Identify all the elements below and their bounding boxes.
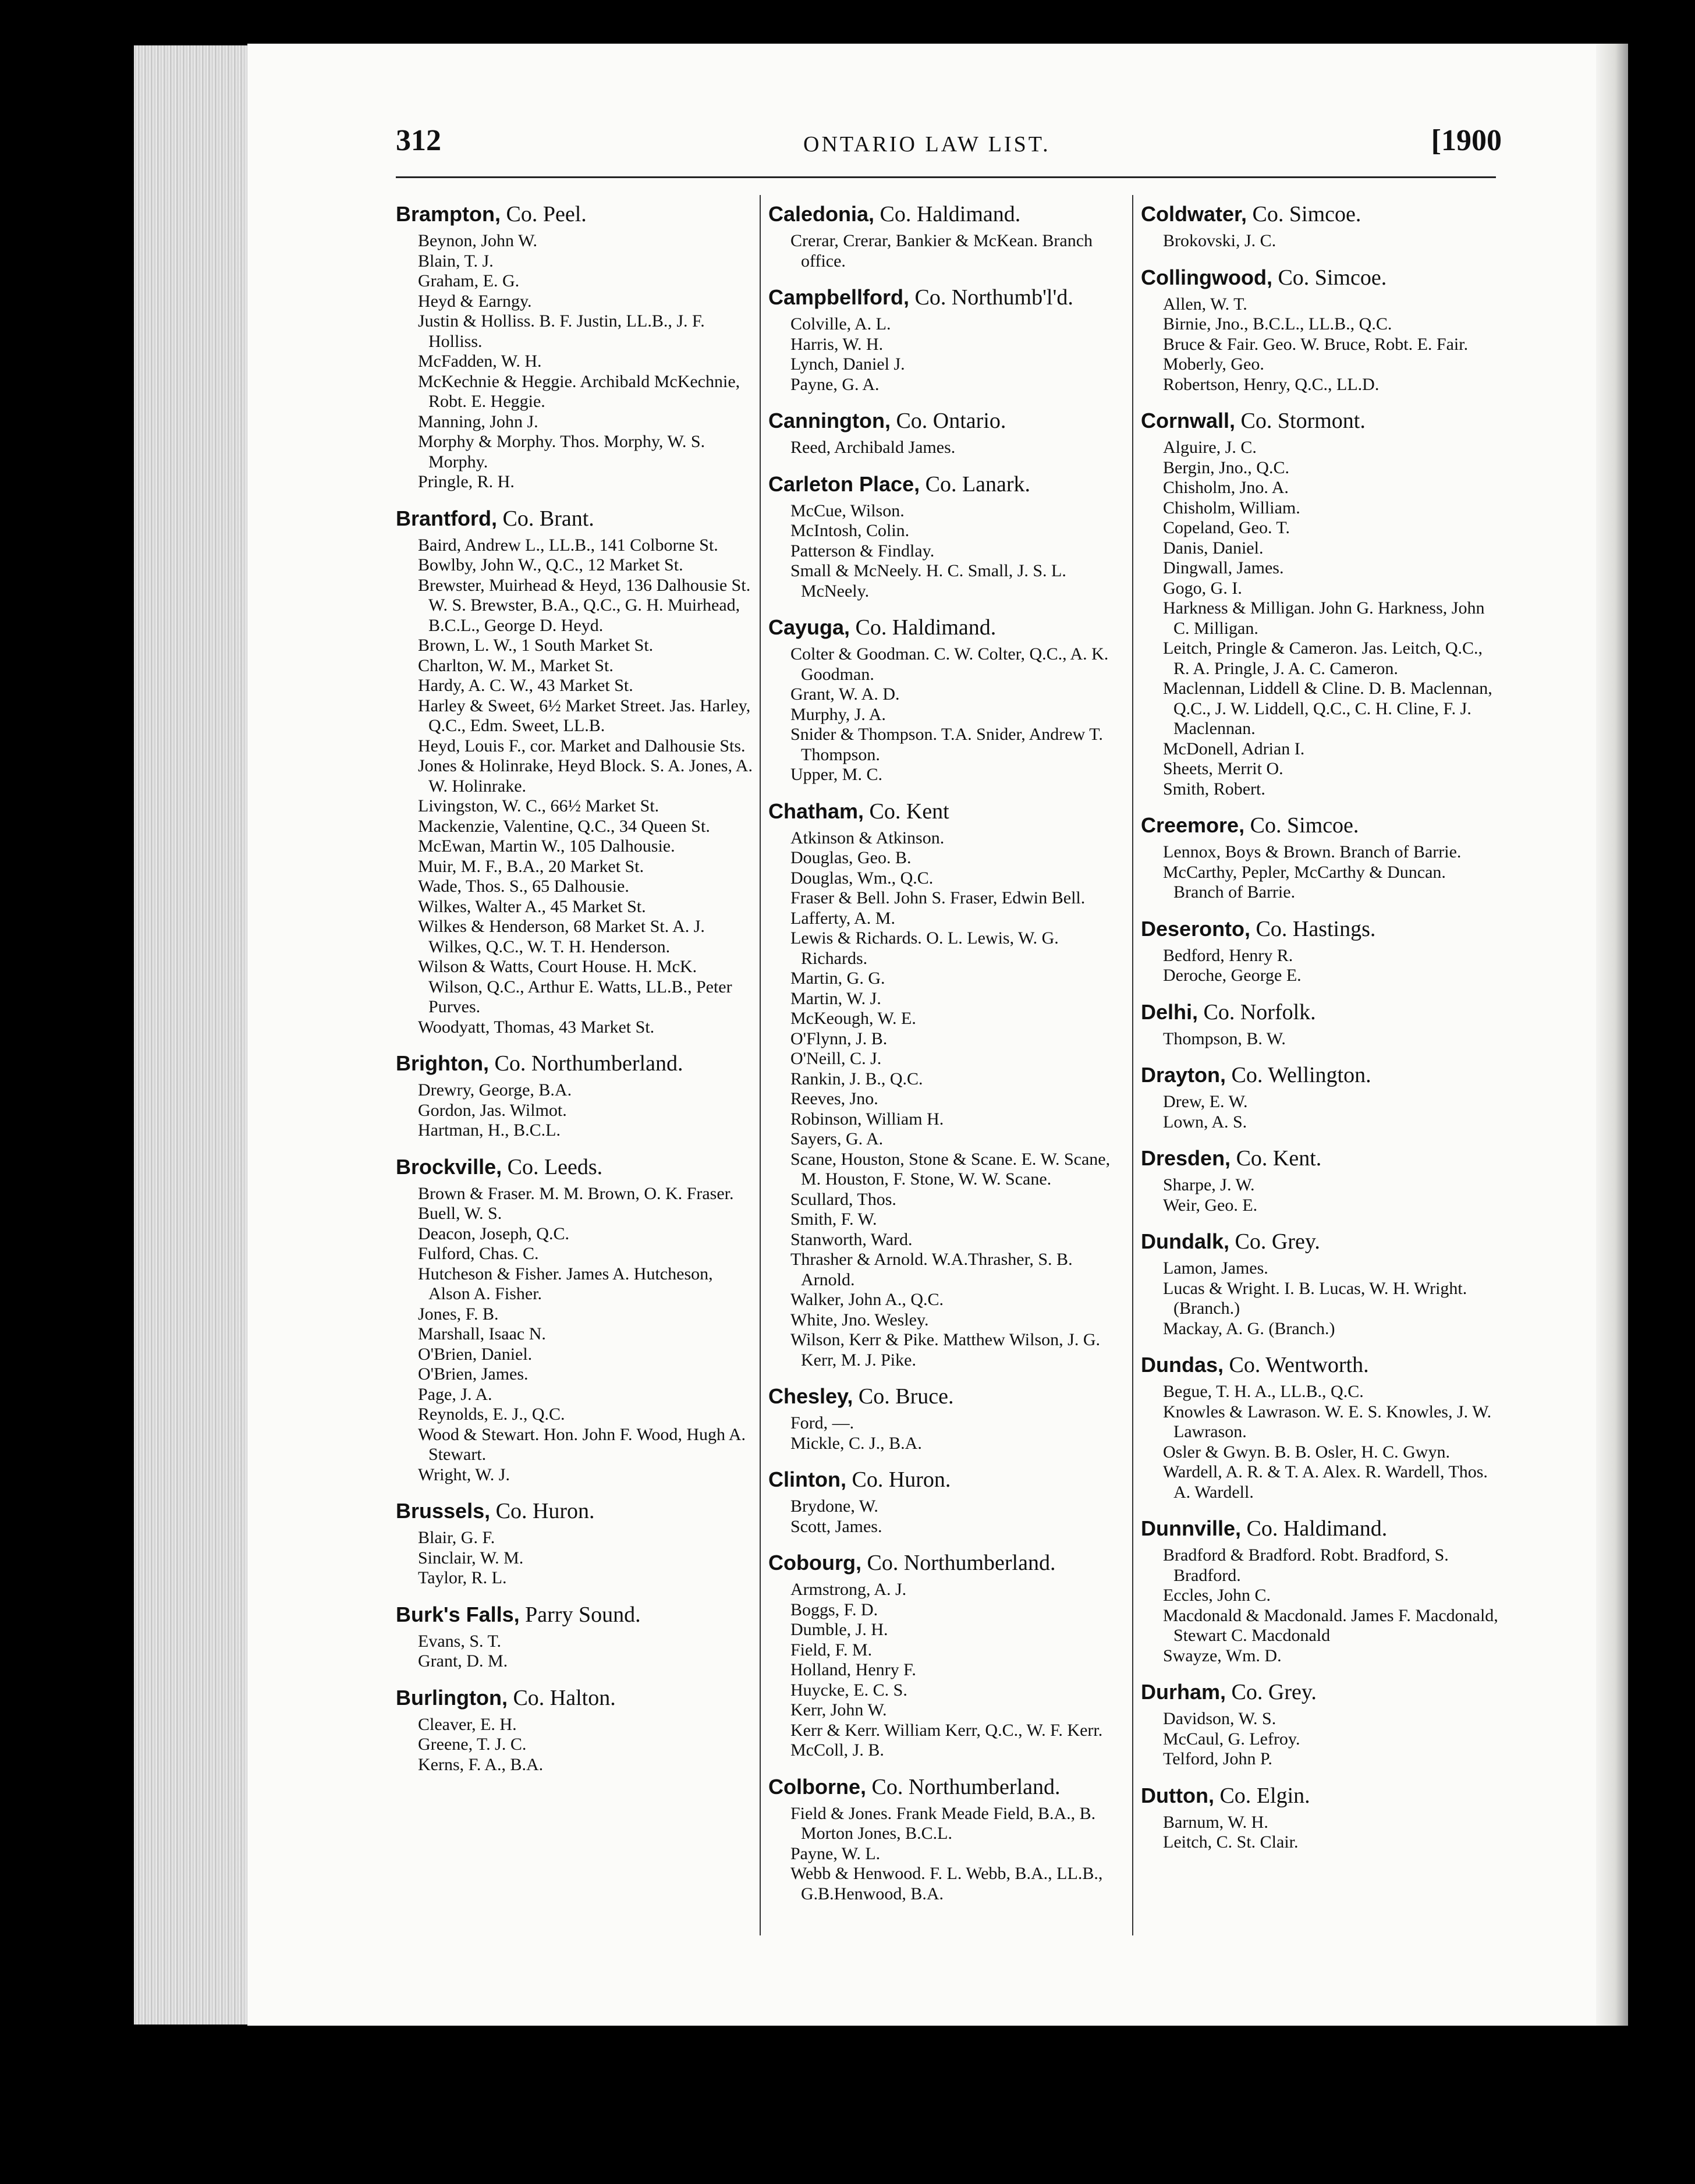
county-name: Co. Lanark. [925,471,1031,497]
lawyer-entry: Rankin, J. B., Q.C. [790,1069,923,1089]
lawyer-entry: Huycke, E. C. S. [790,1680,907,1700]
county-name: Co. Wentworth. [1229,1353,1369,1377]
lawyer-list [396,1632,754,1672]
directory-column-1 [396,201,754,1788]
town-name: Collingwood, [1141,265,1272,289]
lawyer-entry: Eccles, John C. [1163,1586,1271,1605]
lawyer-entry: Webb & Henwood. F. L. Webb, B.A., LL.B., G.B.Henwood, B.A. [790,1864,1103,1903]
header-rule [396,176,1496,178]
lawyer-entry: Evans, S. T. [418,1631,502,1651]
town-name: Cobourg, [768,1551,861,1575]
lawyer-entry: Sheets, Merrit O. [1163,759,1283,778]
town-name: Cornwall, [1141,409,1236,432]
lawyer-entry: Hutcheson & Fisher. James A. Hutcheson, Alson A. Fisher. [418,1264,713,1303]
county-name: Co. Brant. [502,506,594,531]
lawyer-entry: Manning, John J. [418,412,538,431]
lawyer-entry: Lewis & Richards. O. L. Lewis, W. G. Richards. [790,928,1059,968]
lawyer-entry: Graham, E. G. [418,271,520,290]
lawyer-entry: Bedford, Henry R. [1163,945,1293,965]
town-heading [768,284,1126,311]
lawyer-entry: Brewster, Muirhead & Heyd, 136 Dalhousie St. W. S. Brewster, B.A., Q.C., G. H. Muirhead, B.C.L., George D. Heyd. [418,575,751,635]
lawyer-entry: Moberly, Geo. [1163,354,1264,374]
lawyer-entry: Dumble, J. H. [790,1620,888,1639]
lawyer-entry: Hardy, A. C. W., 43 Market St. [418,676,633,695]
lawyer-entry: Atkinson & Atkinson. [790,828,945,848]
lawyer-entry: McIntosh, Colin. [790,521,910,540]
lawyer-entry: Charlton, W. M., Market St. [418,655,614,675]
lawyer-entry: Heyd & Earngy. [418,291,532,311]
running-title: ONTARIO LAW LIST. [803,132,1051,157]
lawyer-entry: Gogo, G. I. [1163,578,1242,598]
lawyer-entry: Wade, Thos. S., 65 Dalhousie. [418,877,629,896]
lawyer-entry: Kerr, John W. [790,1700,887,1719]
lawyer-entry: Smith, Robert. [1163,779,1265,799]
lawyer-entry: Scane, Houston, Stone & Scane. E. W. Scane, M. Houston, F. Stone, W. W. Scane. [790,1149,1111,1189]
directory-column-3 [1141,201,1499,1866]
lawyer-entry: McCue, Wilson. [790,501,905,520]
town-heading [768,201,1126,228]
lawyer-entry: Marshall, Isaac N. [418,1324,546,1343]
lawyer-entry: Brown & Fraser. M. M. Brown, O. K. Fraser. [418,1183,734,1203]
county-name: Co. Northumberland. [871,1774,1061,1799]
lawyer-entry: Alguire, J. C. [1163,438,1257,457]
lawyer-entry: Allen, W. T. [1163,294,1247,314]
county-name: Co. Grey. [1231,1680,1317,1704]
town-heading [396,1498,754,1524]
lawyer-entry: Lynch, Daniel J. [790,354,905,374]
lawyer-entry: Greene, T. J. C. [418,1735,527,1754]
lawyer-list [396,1528,754,1589]
lawyer-entry: Chisholm, Jno. A. [1163,478,1289,497]
lawyer-entry: Danis, Daniel. [1163,538,1264,558]
lawyer-entry: Robertson, Henry, Q.C., LL.D. [1163,374,1380,394]
lawyer-entry: Payne, W. L. [790,1843,881,1863]
lawyer-entry: Davidson, W. S. [1163,1709,1276,1728]
lawyer-entry: Douglas, Wm., Q.C. [790,868,934,888]
lawyer-entry: Baird, Andrew L., LL.B., 141 Colborne St. [418,535,718,555]
lawyer-entry: Snider & Thompson. T.A. Snider, Andrew T. Thompson. [790,725,1103,764]
lawyer-entry: Livingston, W. C., 66½ Market St. [418,796,659,816]
lawyer-entry: McEwan, Martin W., 105 Dalhousie. [418,836,675,856]
town-name: Coldwater, [1141,202,1247,226]
lawyer-entry: White, Jno. Wesley. [790,1310,929,1329]
town-heading [1141,999,1499,1026]
lawyer-entry: Kerr & Kerr. William Kerr, Q.C., W. F. Kerr. [790,1720,1103,1740]
town-heading [768,798,1126,825]
town-heading [768,1550,1126,1576]
town-name: Deseronto, [1141,916,1251,941]
lawyer-list [396,1184,754,1485]
county-name: Co. Haldimand. [855,615,997,640]
town-heading [1141,916,1499,942]
town-heading [768,1383,1126,1410]
lawyer-entry: Harley & Sweet, 6½ Market Street. Jas. Harley, Q.C., Edm. Sweet, LL.B. [418,696,751,735]
lawyer-entry: Blair, G. F. [418,1528,495,1547]
lawyer-entry: Woodyatt, Thomas, 43 Market St. [418,1017,655,1037]
lawyer-entry: O'Brien, Daniel. [418,1344,533,1364]
town-heading [1141,1515,1499,1542]
lawyer-list [396,536,754,1038]
lawyer-entry: Wilson & Watts, Court House. H. McK. Wilson, Q.C., Arthur E. Watts, LL.B., Peter Purves. [418,957,732,1016]
lawyer-entry: Crerar, Crerar, Bankier & McKean. Branch office. [790,231,1093,271]
lawyer-entry: Upper, M. C. [790,765,882,784]
lawyer-entry: Cleaver, E. H. [418,1714,517,1734]
lawyer-list [1141,1258,1499,1339]
lawyer-entry: Scullard, Thos. [790,1189,896,1209]
lawyer-entry: Thompson, B. W. [1163,1029,1286,1048]
lawyer-entry: Maclennan, Liddell & Cline. D. B. Maclennan, Q.C., J. W. Liddell, Q.C., C. H. Cline, F. J. Maclennan. [1163,679,1492,738]
lawyer-entry: Sayers, G. A. [790,1129,884,1148]
lawyer-list [768,501,1126,602]
lawyer-list [768,828,1126,1371]
edition-year: [1900 [1431,124,1502,157]
lawyer-list [1141,1382,1499,1502]
lawyer-entry: Wilkes, Walter A., 45 Market St. [418,896,646,916]
lawyer-entry: Leitch, C. St. Clair. [1163,1832,1299,1852]
town-heading [1141,1145,1499,1172]
lawyer-entry: Taylor, R. L. [418,1568,507,1587]
lawyer-list [768,1580,1126,1761]
town-heading [396,1050,754,1077]
lawyer-entry: Deroche, George E. [1163,966,1302,985]
lawyer-entry: Wright, W. J. [418,1465,510,1484]
lawyer-entry: Dingwall, James. [1163,558,1284,577]
lawyer-entry: Brydone, W. [790,1497,878,1516]
lawyer-entry: Jones, F. B. [418,1304,499,1324]
lawyer-entry: Reynolds, E. J., Q.C. [418,1405,565,1424]
town-name: Delhi, [1141,999,1198,1024]
lawyer-entry: Mackenzie, Valentine, Q.C., 34 Queen St. [418,816,710,836]
lawyer-entry: Wilson, Kerr & Pike. Matthew Wilson, J. G. Kerr, M. J. Pike. [790,1330,1100,1370]
running-header [396,123,1502,158]
town-heading [1141,1228,1499,1255]
lawyer-entry: Jones & Holinrake, Heyd Block. S. A. Jones, A. W. Holinrake. [418,756,753,796]
lawyer-entry: Macdonald & Macdonald. James F. Macdonald, Stewart C. Macdonald [1163,1605,1498,1645]
town-name: Cayuga, [768,615,850,639]
lawyer-list [1141,295,1499,395]
lawyer-entry: Morphy & Morphy. Thos. Morphy, W. S. Morphy. [418,432,705,471]
lawyer-list [1141,842,1499,903]
county-name: Co. Northumb'l'd. [914,285,1073,310]
lawyer-entry: Small & McNeely. H. C. Small, J. S. L. McNeely. [790,561,1066,601]
town-name: Burlington, [396,1685,508,1710]
town-name: Chesley, [768,1384,853,1408]
town-name: Dundalk, [1141,1229,1230,1253]
lawyer-list [1141,1029,1499,1050]
lawyer-entry: McColl, J. B. [790,1740,884,1760]
lawyer-entry: Pringle, R. H. [418,472,515,491]
town-heading [768,1774,1126,1800]
county-name: Co. Simcoe. [1278,265,1387,290]
lawyer-entry: Blain, T. J. [418,251,494,271]
lawyer-entry: Beynon, John W. [418,231,538,250]
directory-column-2 [768,201,1126,1917]
town-heading [1141,1679,1499,1706]
town-heading [396,1685,754,1711]
lawyer-entry: Lennox, Boys & Brown. Branch of Barrie. [1163,842,1462,861]
lawyer-entry: Muir, M. F., B.A., 20 Market St. [418,856,644,876]
lawyer-list [1141,1175,1499,1215]
lawyer-entry: Reeves, Jno. [790,1089,878,1108]
lawyer-entry: Brown, L. W., 1 South Market St. [418,636,654,655]
town-name: Cannington, [768,409,891,432]
lawyer-entry: Brokovski, J. C. [1163,231,1276,250]
lawyer-list [768,1804,1126,1905]
lawyer-entry: Holland, Henry F. [790,1660,916,1679]
town-name: Campbellford, [768,285,910,309]
lawyer-entry: Grant, W. A. D. [790,685,900,704]
county-name: Co. Halton. [513,1685,616,1710]
lawyer-list [1141,1813,1499,1853]
lawyer-entry: Lucas & Wright. I. B. Lucas, W. H. Wright. (Branch.) [1163,1278,1467,1318]
town-name: Brighton, [396,1051,489,1075]
lawyer-entry: Fraser & Bell. John S. Fraser, Edwin Bell. [790,888,1086,907]
lawyer-list [768,644,1126,785]
lawyer-entry: Robinson, William H. [790,1109,944,1129]
lawyer-entry: Colter & Goodman. C. W. Colter, Q.C., A. K. Goodman. [790,644,1109,684]
lawyer-entry: McCaul, G. Lefroy. [1163,1729,1300,1749]
town-name: Carleton Place, [768,471,920,496]
lawyer-entry: Payne, G. A. [790,374,880,394]
county-name: Co. Grey. [1235,1229,1320,1254]
lawyer-entry: Bruce & Fair. Geo. W. Bruce, Robt. E. Fair. [1163,334,1469,354]
lawyer-entry: Boggs, F. D. [790,1600,878,1619]
column-divider [760,195,761,1935]
lawyer-entry: Drew, E. W. [1163,1092,1248,1111]
town-heading [768,471,1126,498]
lawyer-list [396,231,754,492]
lawyer-entry: McFadden, W. H. [418,352,542,371]
lawyer-entry: Page, J. A. [418,1384,492,1404]
county-name: Co. Simcoe. [1252,202,1361,226]
lawyer-list [768,438,1126,458]
lawyer-list [1141,231,1499,251]
lawyer-entry: Armstrong, A. J. [790,1580,907,1599]
lawyer-entry: Swayze, Wm. D. [1163,1646,1282,1665]
county-name: Co. Norfolk. [1203,999,1316,1024]
lawyer-entry: McCarthy, Pepler, McCarthy & Duncan. Branch of Barrie. [1163,862,1446,902]
lawyer-entry: Grant, D. M. [418,1651,508,1671]
lawyer-entry: Justin & Holliss. B. F. Justin, LL.B., J. F. Holliss. [418,311,705,351]
lawyer-list [768,1413,1126,1453]
lawyer-list [1141,438,1499,799]
lawyer-entry: Wood & Stewart. Hon. John F. Wood, Hugh A. Stewart. [418,1424,746,1464]
lawyer-entry: Bergin, Jno., Q.C. [1163,458,1289,477]
lawyer-entry: Deacon, Joseph, Q.C. [418,1224,569,1243]
town-heading [1141,1782,1499,1809]
county-name: Co. Simcoe. [1250,813,1359,838]
county-name: Co. Peel. [506,202,587,226]
town-name: Clinton, [768,1467,846,1491]
lawyer-entry: Wilkes & Henderson, 68 Market St. A. J. Wilkes, Q.C., W. T. H. Henderson. [418,917,705,956]
lawyer-entry: Smith, F. W. [790,1210,877,1229]
town-name: Dutton, [1141,1783,1214,1807]
county-name: Co. Northumberland. [494,1051,683,1076]
town-name: Drayton, [1141,1063,1226,1087]
lawyer-entry: Field & Jones. Frank Meade Field, B.A., B. Morton Jones, B.C.L. [790,1803,1096,1843]
town-name: Brampton, [396,202,501,226]
lawyer-entry: Murphy, J. A. [790,704,886,724]
county-name: Co. Haldimand. [880,202,1021,226]
lawyer-entry: Copeland, Geo. T. [1163,518,1290,537]
lawyer-entry: Mickle, C. J., B.A. [790,1433,922,1453]
town-name: Colborne, [768,1774,866,1799]
lawyer-entry: Leitch, Pringle & Cameron. Jas. Leitch, Q.C., R. A. Pringle, J. A. C. Cameron. [1163,639,1483,678]
town-heading [1141,1352,1499,1378]
town-name: Dundas, [1141,1353,1224,1377]
lawyer-entry: Bradford & Bradford. Robt. Bradford, S. Bradford. [1163,1545,1449,1585]
lawyer-list [1141,1092,1499,1132]
page-gutter-shadow [1596,44,1628,2026]
town-heading [768,407,1126,434]
county-name: Parry Sound. [525,1602,641,1627]
lawyer-entry: Field, F. M. [790,1640,873,1660]
town-heading [396,201,754,228]
lawyer-entry: Ford, —. [790,1413,854,1433]
county-name: Co. Hastings. [1256,916,1376,941]
county-name: Co. Ontario. [896,409,1006,433]
lawyer-entry: Lafferty, A. M. [790,908,895,928]
book-page-edges [134,45,253,2025]
town-heading [768,1466,1126,1493]
lawyer-entry: Buell, W. S. [418,1204,502,1223]
lawyer-entry: Martin, W. J. [790,988,881,1008]
county-name: Co. Leeds. [507,1154,603,1179]
county-name: Co. Northumberland. [867,1551,1056,1575]
lawyer-entry: Fulford, Chas. C. [418,1244,539,1263]
county-name: Co. Elgin. [1219,1783,1310,1808]
town-name: Burk's Falls, [396,1602,520,1626]
page-number: 312 [396,124,441,157]
lawyer-entry: O'Brien, James. [418,1364,529,1384]
lawyer-entry: O'Flynn, J. B. [790,1029,888,1048]
town-name: Creemore, [1141,813,1245,837]
lawyer-entry: Sinclair, W. M. [418,1548,524,1568]
lawyer-entry: Telford, John P. [1163,1749,1272,1768]
lawyer-list [396,1080,754,1141]
town-name: Caledonia, [768,202,875,226]
town-name: Dunnville, [1141,1516,1242,1540]
county-name: Co. Haldimand. [1246,1516,1388,1541]
column-divider [1132,195,1133,1935]
lawyer-list [1141,1545,1499,1666]
town-name: Chatham, [768,799,864,823]
county-name: Co. Huron. [495,1499,595,1523]
lawyer-entry: Patterson & Findlay. [790,541,935,561]
lawyer-entry: Begue, T. H. A., LL.B., Q.C. [1163,1382,1364,1401]
lawyer-entry: Heyd, Louis F., cor. Market and Dalhousie Sts. [418,736,746,756]
lawyer-entry: Thrasher & Arnold. W.A.Thrasher, S. B. Arnold. [790,1250,1073,1289]
lawyer-entry: McDonell, Adrian I. [1163,739,1305,758]
town-name: Brockville, [396,1154,502,1179]
lawyer-list [768,1497,1126,1537]
lawyer-entry: Kerns, F. A., B.A. [418,1754,544,1774]
county-name: Co. Huron. [852,1467,951,1492]
town-heading [1141,407,1499,434]
town-name: Brantford, [396,506,497,530]
lawyer-entry: Harkness & Milligan. John G. Harkness, John C. Milligan. [1163,598,1485,638]
lawyer-entry: Martin, G. G. [790,969,885,988]
lawyer-entry: Douglas, Geo. B. [790,848,912,867]
lawyer-entry: Bowlby, John W., Q.C., 12 Market St. [418,555,683,575]
lawyer-entry: Sharpe, J. W. [1163,1175,1255,1194]
lawyer-entry: Wardell, A. R. & T. A. Alex. R. Wardell, Thos. A. Wardell. [1163,1462,1488,1502]
lawyer-entry: Colville, A. L. [790,314,891,334]
town-name: Durham, [1141,1680,1226,1704]
lawyer-entry: Osler & Gwyn. B. B. Osler, H. C. Gwyn. [1163,1442,1450,1462]
town-heading [1141,201,1499,228]
town-name: Brussels, [396,1499,491,1523]
county-name: Co. Stormont. [1240,409,1366,433]
town-heading [1141,1062,1499,1089]
lawyer-entry: McKeough, W. E. [790,1009,916,1028]
lawyer-entry: Birnie, Jno., B.C.L., LL.B., Q.C. [1163,314,1392,334]
town-heading [1141,812,1499,839]
lawyer-entry: Scott, James. [790,1516,882,1536]
lawyer-entry: Knowles & Lawrason. W. E. S. Knowles, J. W. Lawrason. [1163,1402,1492,1441]
lawyer-entry: O'Neill, C. J. [790,1049,882,1068]
lawyer-list [768,231,1126,271]
lawyer-entry: Stanworth, Ward. [790,1229,913,1249]
lawyer-entry: Lown, A. S. [1163,1112,1247,1132]
town-heading [396,505,754,532]
town-heading [768,614,1126,641]
lawyer-entry: Hartman, H., B.C.L. [418,1121,561,1140]
lawyer-entry: Barnum, W. H. [1163,1812,1268,1832]
lawyer-list [1141,1709,1499,1770]
county-name: Co. Wellington. [1231,1063,1371,1087]
lawyer-entry: Gordon, Jas. Wilmot. [418,1100,567,1120]
town-heading [1141,264,1499,291]
lawyer-entry: Lamon, James. [1163,1258,1268,1278]
lawyer-list [1141,946,1499,986]
lawyer-list [396,1715,754,1775]
county-name: Co. Kent. [1236,1146,1322,1171]
lawyer-entry: Harris, W. H. [790,334,884,354]
county-name: Co. Bruce. [858,1384,954,1409]
town-heading [396,1154,754,1180]
lawyer-entry: Drewry, George, B.A. [418,1080,572,1100]
town-heading [396,1601,754,1628]
lawyer-list [768,314,1126,395]
lawyer-entry: Walker, John A., Q.C. [790,1290,944,1309]
lawyer-entry: McKechnie & Heggie. Archibald McKechnie, Robt. E. Heggie. [418,371,740,411]
lawyer-entry: Reed, Archibald James. [790,438,956,457]
lawyer-entry: Mackay, A. G. (Branch.) [1163,1318,1335,1338]
lawyer-entry: Weir, Geo. E. [1163,1195,1258,1215]
town-name: Dresden, [1141,1146,1231,1170]
county-name: Co. Kent [869,799,949,824]
lawyer-entry: Chisholm, William. [1163,498,1300,517]
